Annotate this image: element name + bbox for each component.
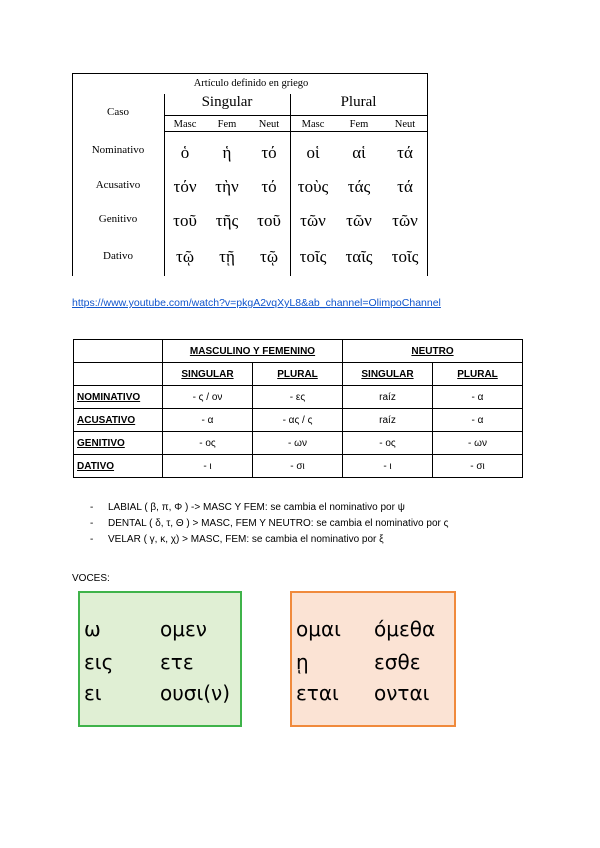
article-form: οἱ	[306, 143, 320, 162]
table-top-rule	[72, 73, 428, 74]
verb-ending: όμεθα	[374, 617, 436, 641]
article-form: ἡ	[222, 143, 232, 162]
gender-subheader: Masc	[301, 119, 325, 130]
table-row	[74, 409, 523, 432]
verb-ending: ει	[84, 681, 102, 705]
active-endings-box	[78, 591, 242, 727]
ending-cell: - α	[163, 409, 253, 432]
ending-cell: - σι	[433, 455, 523, 478]
list-item: - LABIAL ( β, π, Φ ) -> MASC Y FEM: se cambia el nominativo por ψ	[90, 500, 448, 516]
header-rule	[164, 115, 427, 116]
table-right-rule	[427, 73, 428, 276]
table-row	[74, 455, 523, 478]
article-form: τοῖς	[299, 247, 327, 266]
article-form: τῷ	[259, 247, 279, 266]
verb-ending: ῃ	[296, 650, 309, 674]
ending-cell: - ς / ον	[163, 386, 253, 409]
case-label: DATIVO	[74, 455, 163, 478]
gender-subheader: Neut	[394, 119, 416, 130]
ending-cell: - ος	[343, 432, 433, 455]
gender-subheader: Fem	[349, 119, 369, 130]
table-row	[74, 432, 523, 455]
verb-ending: ουσι(ν)	[160, 681, 231, 705]
article-form: τά	[397, 143, 413, 162]
empty-header-cell	[74, 340, 163, 363]
article-form: τὴν	[215, 177, 239, 196]
gender-subheader: Masc	[173, 119, 197, 130]
ending-cell: - ι	[163, 455, 253, 478]
voces-heading: VOCES:	[72, 573, 110, 584]
article-form: τῶν	[392, 211, 418, 230]
masc-fem-header: MASCULINO Y FEMENINO	[163, 340, 343, 363]
verb-ending: εις	[84, 650, 114, 674]
rule-text: DENTAL ( δ, τ, Θ ) > MASC, FEM Y NEUTRO: se cambia el nominativo por ς	[108, 518, 449, 529]
plural-header: Plural	[340, 94, 377, 110]
ending-cell: - α	[433, 386, 523, 409]
case-label: Nominativo	[91, 144, 145, 156]
list-item: - VELAR ( γ, κ, χ) > MASC, FEM: se cambia el nominativo por ξ	[90, 532, 448, 548]
list-item: - DENTAL ( δ, τ, Θ ) > MASC, FEM Y NEUTRO: se cambia el nominativo por ς	[90, 516, 448, 532]
consonant-rules-list	[90, 500, 448, 548]
article-form: τῷ	[175, 247, 195, 266]
article-form: τό	[261, 143, 277, 162]
table-left-rule	[72, 73, 73, 276]
article-form: ὁ	[180, 143, 190, 162]
case-label: Genitivo	[98, 213, 138, 225]
article-form: τό	[261, 177, 277, 196]
ending-cell: - ι	[343, 455, 433, 478]
ending-cell: - ες	[253, 386, 343, 409]
gender-subheader: Fem	[217, 119, 237, 130]
case-label: Dativo	[103, 250, 133, 262]
rule-text: VELAR ( γ, κ, χ) > MASC, FEM: se cambia el nominativo por ξ	[108, 534, 384, 545]
caso-header: Caso	[107, 106, 129, 118]
article-form: τῇ	[219, 247, 235, 266]
article-form: τόν	[173, 177, 197, 196]
verb-ending: εται	[296, 681, 339, 705]
verb-ending: ομαι	[296, 617, 341, 641]
number-header: SINGULAR	[163, 363, 253, 386]
number-header: PLURAL	[433, 363, 523, 386]
ending-cell: - ας / ς	[253, 409, 343, 432]
gender-subheader: Neut	[258, 119, 280, 130]
ending-cell: - ων	[433, 432, 523, 455]
neutro-header: NEUTRO	[343, 340, 523, 363]
article-form: τοὺς	[297, 177, 329, 196]
verb-ending: ονται	[374, 681, 430, 705]
article-form: ταῖς	[345, 247, 373, 266]
singular-header: Singular	[201, 94, 253, 110]
endings-table	[73, 339, 523, 478]
case-label: ACUSATIVO	[74, 409, 163, 432]
article-form: τῶν	[346, 211, 372, 230]
article-form: τοῦ	[173, 211, 197, 230]
ending-cell: - α	[433, 409, 523, 432]
verb-ending: ω	[84, 617, 101, 641]
table-caption: Artículo definido en griego	[193, 78, 309, 89]
number-header: PLURAL	[253, 363, 343, 386]
verb-ending: εσθε	[374, 650, 421, 674]
article-form: τάς	[347, 177, 371, 196]
header-rule	[164, 131, 427, 132]
table-row	[74, 386, 523, 409]
verb-ending: ομεν	[160, 617, 207, 641]
article-form: τά	[397, 177, 413, 196]
youtube-link[interactable]: https://www.youtube.com/watch?v=pkgA2vqXyL8&ab_channel=OlimpoChannel	[72, 297, 441, 309]
case-label: Acusativo	[95, 179, 141, 191]
middle-endings-box	[290, 591, 456, 727]
rule-text: LABIAL ( β, π, Φ ) -> MASC Y FEM: se cambia el nominativo por ψ	[108, 502, 405, 513]
article-form: τῆς	[215, 211, 239, 230]
ending-cell: - ων	[253, 432, 343, 455]
number-header: SINGULAR	[343, 363, 433, 386]
case-label: GENITIVO	[74, 432, 163, 455]
article-form: αἱ	[352, 143, 366, 162]
article-form: τῶν	[300, 211, 326, 230]
ending-cell: - σι	[253, 455, 343, 478]
ending-cell: raíz	[343, 409, 433, 432]
ending-cell: - ος	[163, 432, 253, 455]
verb-ending: ετε	[160, 650, 194, 674]
ending-cell: raíz	[343, 386, 433, 409]
case-label: NOMINATIVO	[74, 386, 163, 409]
empty-header-cell	[74, 363, 163, 386]
greek-article-table	[72, 73, 430, 276]
article-form: τοῖς	[391, 247, 419, 266]
article-form: τοῦ	[257, 211, 281, 230]
